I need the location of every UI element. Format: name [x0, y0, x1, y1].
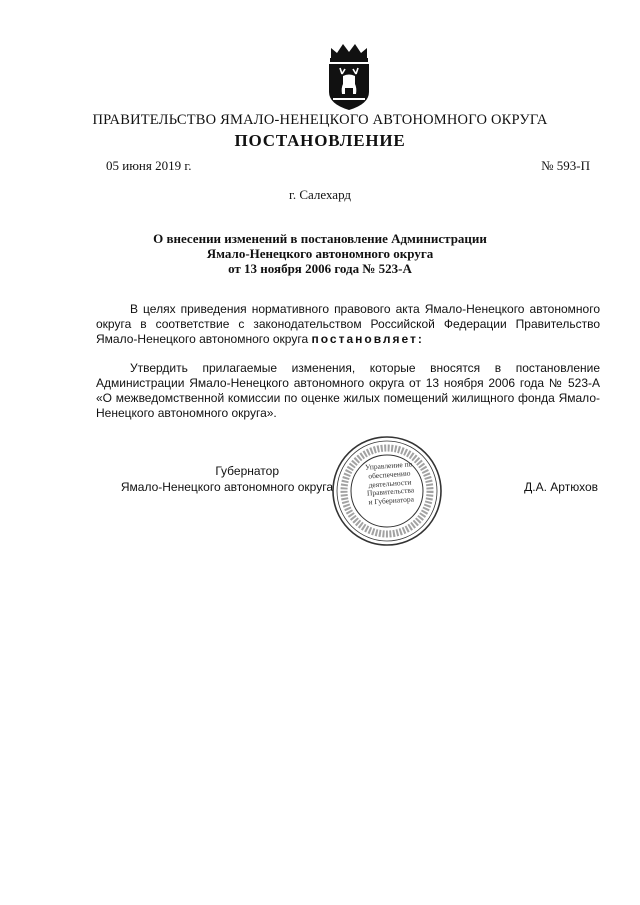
- subject-line: О внесении изменений в постановление Администрации: [153, 231, 487, 246]
- preamble-text: В целях приведения нормативного правового акта Ямало-Ненецкого автономного округа в соответствие с законодательством Российской Федерации Правительство Ямало-Ненецкого автономного округа: [96, 302, 600, 346]
- signatory-title: [96, 463, 333, 495]
- document-date: 05 июня 2019 г.: [106, 158, 192, 173]
- signatory-name: Д.А. Артюхов: [524, 480, 598, 494]
- document-subject: [0, 231, 640, 276]
- seal-text-line: деятельности: [368, 477, 412, 490]
- seal-inner-text: [349, 459, 432, 508]
- government-title: ПРАВИТЕЛЬСТВО ЯМАЛО-НЕНЕЦКОГО АВТОНОМНОГО ОКРУГА: [92, 112, 548, 128]
- signatory-title-line: Губернатор: [215, 464, 279, 478]
- document-type-title: ПОСТАНОВЛЕНИЕ: [234, 131, 406, 150]
- resolution-paragraph: Утвердить прилагаемые изменения, которые вносятся в постановление Администрации Ямало-Ненецкого автономного округа от 13 ноября 2006 года № 523-А «О межведомственной комиссии по оценке жилых помещений жилищного фонда Ямало-Ненецкого автономного округа».: [96, 361, 600, 420]
- subject-line: Ямало-Ненецкого автономного округа: [206, 246, 434, 261]
- seal-text-line: обеспечению: [367, 468, 411, 481]
- subject-line: от 13 ноября 2006 года № 523-А: [228, 261, 412, 276]
- document-number: № 593-П: [541, 158, 590, 173]
- signatory-title-line: Ямало-Ненецкого автономного округа: [120, 480, 333, 494]
- resolves-keyword: постановляет:: [311, 332, 424, 346]
- seal-text-line: и Губернатора: [368, 494, 415, 507]
- yamal-coat-of-arms-icon: [323, 40, 375, 112]
- document-city: г. Салехард: [288, 187, 352, 202]
- seal-text-line: Управление по: [364, 459, 413, 472]
- preamble-paragraph: [96, 302, 600, 347]
- seal-text-line: Правительства: [366, 485, 415, 499]
